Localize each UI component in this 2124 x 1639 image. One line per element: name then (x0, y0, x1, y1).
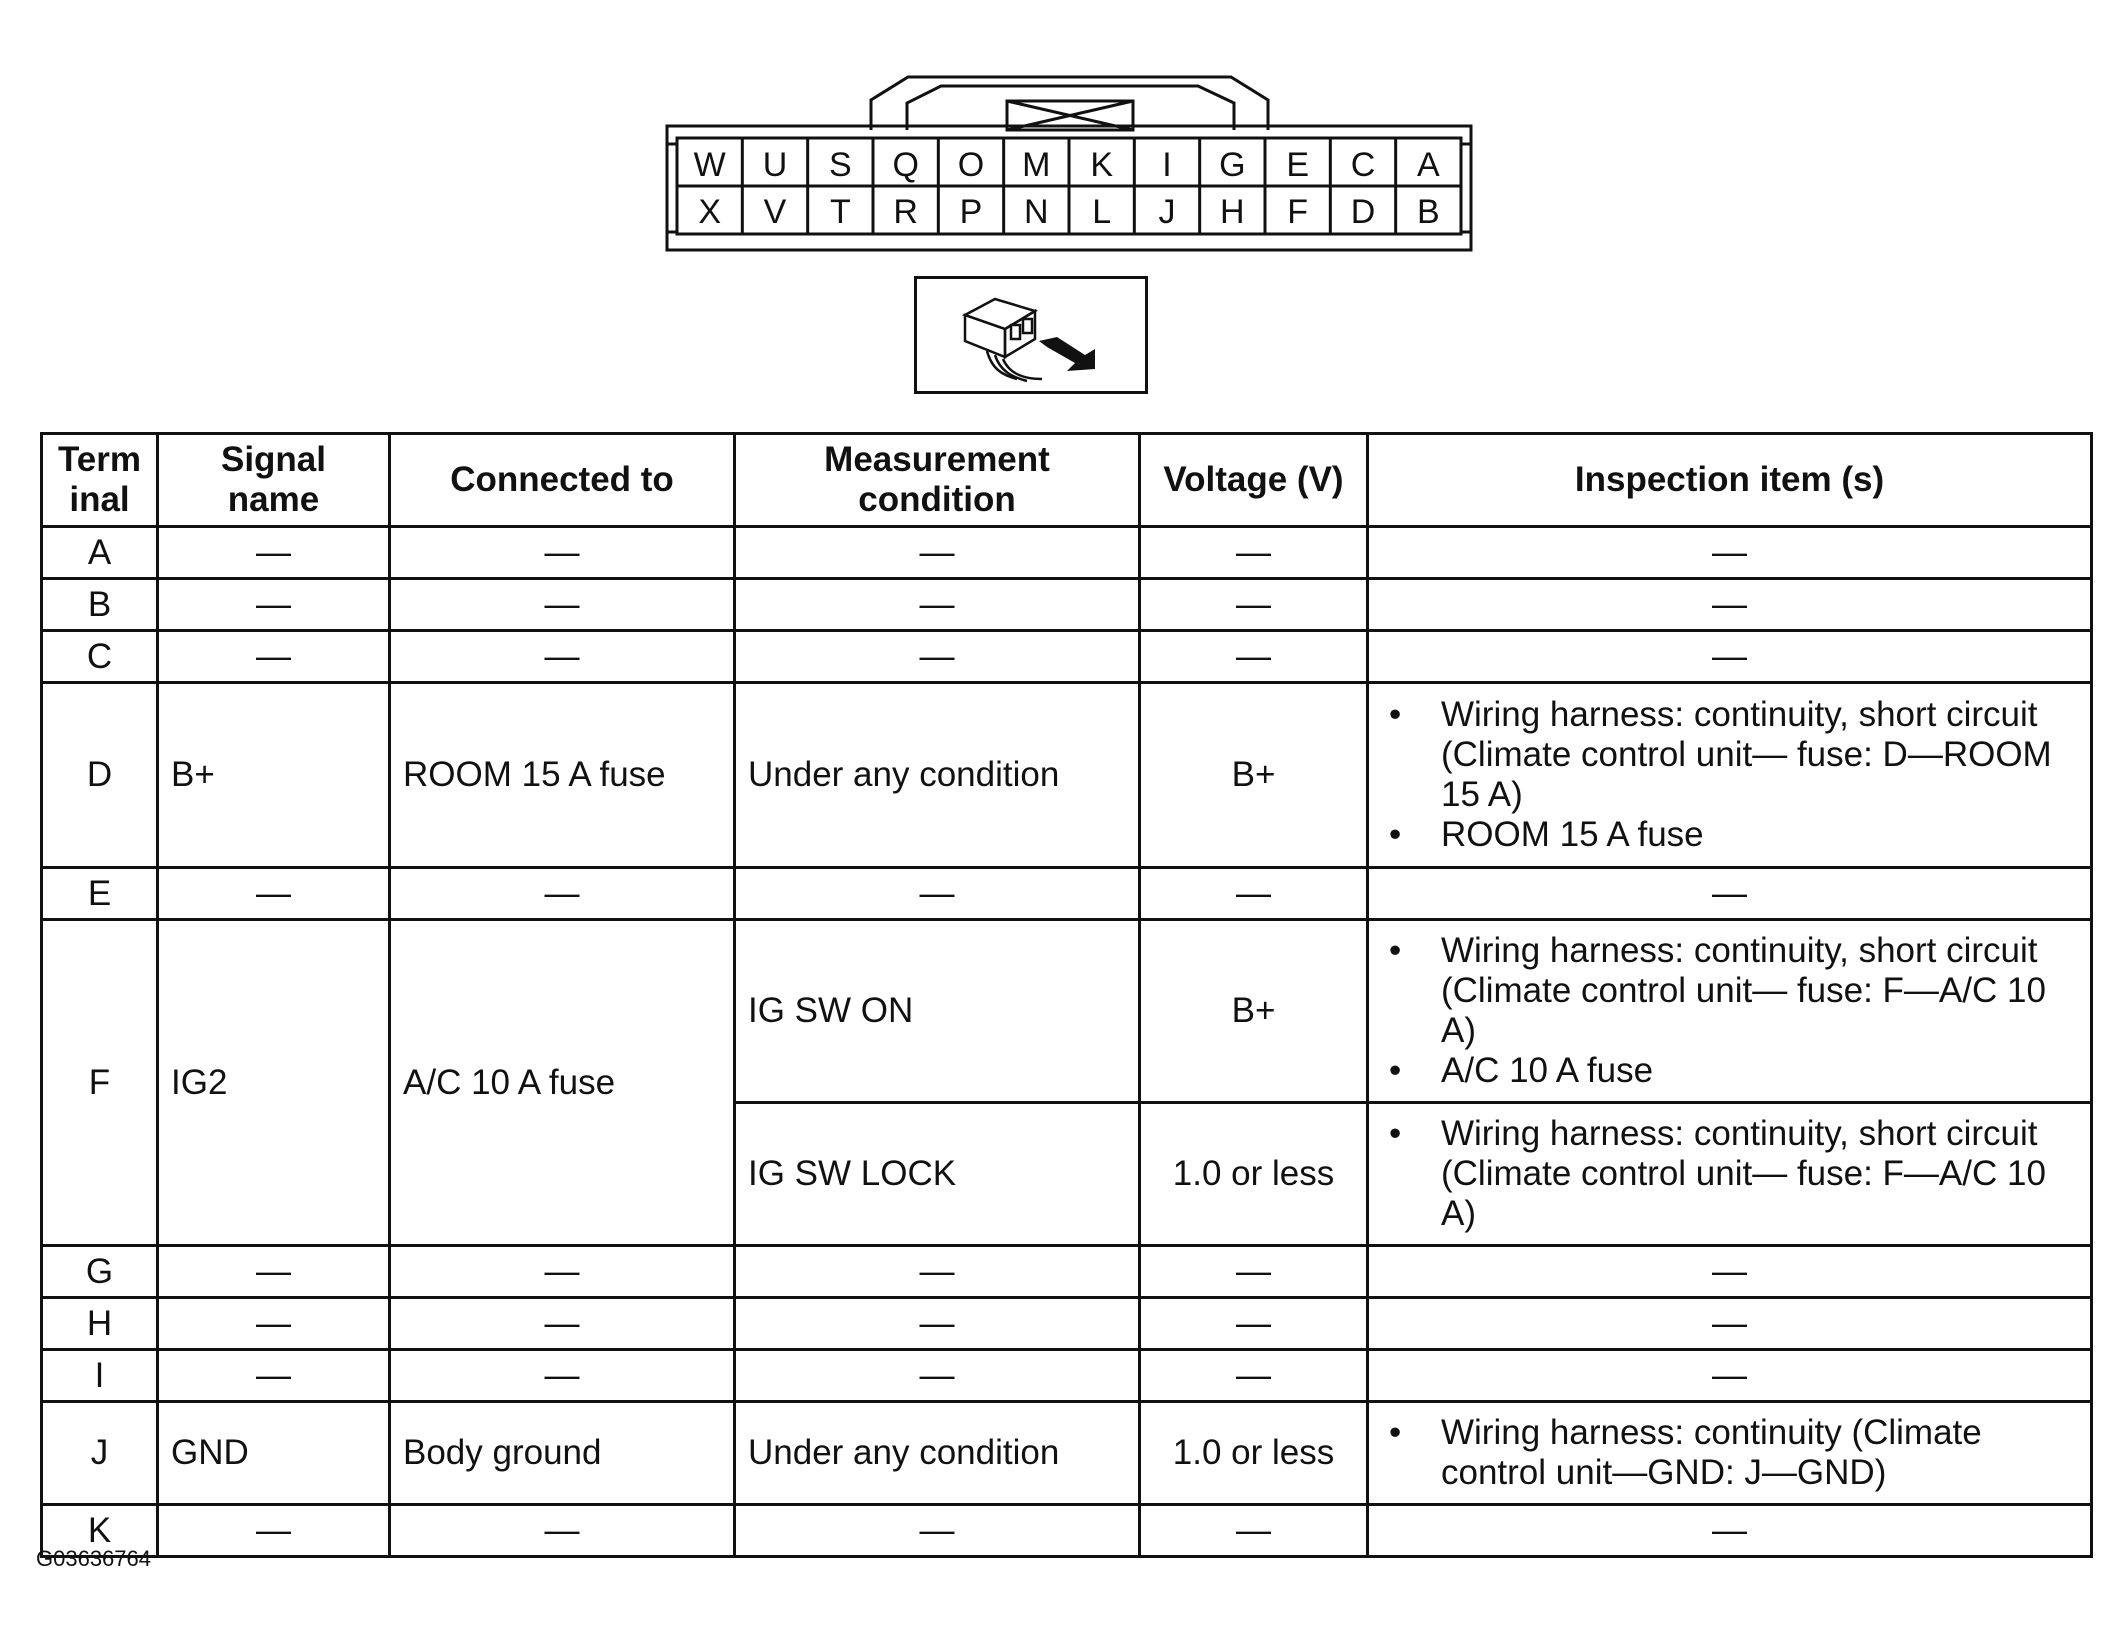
cavity-label-g: G (1219, 146, 1246, 184)
terminal-table (40, 432, 2093, 1558)
dash-cell: — (735, 1298, 1140, 1350)
cavity-label-s: S (828, 146, 852, 184)
dash-cell: — (1140, 631, 1368, 683)
inspection-cell (1368, 1103, 2092, 1246)
voltage-cell: 1.0 or less (1140, 1103, 1368, 1246)
connected-cell: A/C 10 A fuse (390, 920, 735, 1246)
cavity-label-b: B (1416, 193, 1440, 231)
terminal-cell: F (42, 920, 158, 1246)
header-connected-to: Connected to (390, 434, 735, 527)
dash-cell: — (735, 631, 1140, 683)
dash-cell: — (1368, 1246, 2092, 1298)
dash-cell: — (390, 1350, 735, 1402)
dash-cell: — (390, 1246, 735, 1298)
list-item: • ROOM 15 A fuse (1389, 815, 2080, 855)
cavity-label-w: W (693, 146, 726, 184)
cavity-label-u: U (762, 146, 788, 184)
header-inspection-items: Inspection item (s) (1368, 434, 2092, 527)
cavity-label-v: V (763, 193, 787, 231)
header-signal-name: Signal name (158, 434, 390, 527)
list-item: • Wiring harness: continuity (Climate control unit—GND: J—GND) (1389, 1413, 2080, 1493)
dash-cell: — (1140, 1246, 1368, 1298)
table-row-g (42, 1246, 2092, 1298)
dash-cell: — (390, 579, 735, 631)
dash-cell: — (158, 1246, 390, 1298)
dash-cell: — (735, 868, 1140, 920)
cavity-label-n: N (1024, 193, 1049, 231)
voltage-cell: B+ (1140, 920, 1368, 1103)
cavity-label-i: I (1162, 146, 1172, 184)
cavity-label-e: E (1286, 146, 1310, 184)
dash-cell: — (1140, 1350, 1368, 1402)
table-header-row (42, 434, 2092, 527)
table-row-f-ig-on (42, 920, 2092, 1103)
harness-side-view-box (914, 276, 1148, 394)
inspection-cell (1368, 920, 2092, 1103)
dash-cell: — (390, 631, 735, 683)
measurement-cell: Under any condition (735, 1402, 1140, 1505)
dash-cell: — (158, 868, 390, 920)
measurement-cell: IG SW ON (735, 920, 1140, 1103)
cavity-label-x: X (698, 193, 722, 231)
dash-cell: — (158, 579, 390, 631)
table-row-d (42, 683, 2092, 868)
list-item: • Wiring harness: continuity, short circuit (Climate control unit— fuse: D—ROOM 15 A) (1389, 695, 2080, 815)
cavity-label-q: Q (892, 146, 919, 184)
voltage-cell: B+ (1140, 683, 1368, 868)
table-row-j (42, 1402, 2092, 1505)
voltage-cell: 1.0 or less (1140, 1402, 1368, 1505)
measurement-cell: Under any condition (735, 683, 1140, 868)
dash-cell: — (1368, 579, 2092, 631)
connected-cell: Body ground (390, 1402, 735, 1505)
dash-cell: — (1368, 631, 2092, 683)
header-terminal: Term inal (42, 434, 158, 527)
list-item: • Wiring harness: continuity, short circuit (Climate control unit— fuse: F—A/C 10 A) (1389, 1114, 2080, 1234)
terminal-cell: G (42, 1246, 158, 1298)
dash-cell: — (390, 868, 735, 920)
table-row-c (42, 631, 2092, 683)
dash-cell: — (1368, 527, 2092, 579)
terminal-cell: H (42, 1298, 158, 1350)
terminal-cell: D (42, 683, 158, 868)
terminal-cell: B (42, 579, 158, 631)
dash-cell: — (1140, 1505, 1368, 1557)
list-item: • Wiring harness: continuity, short circuit (Climate control unit— fuse: F—A/C 10 A) (1389, 931, 2080, 1051)
inspection-cell (1368, 1402, 2092, 1505)
terminal-cell: I (42, 1350, 158, 1402)
cavity-label-k: K (1090, 146, 1114, 184)
cavity-label-c: C (1350, 146, 1376, 184)
header-voltage: Voltage (V) (1140, 434, 1368, 527)
signal-cell: GND (158, 1402, 390, 1505)
dash-cell: — (1140, 868, 1368, 920)
dash-cell: — (390, 1298, 735, 1350)
table-row-k (42, 1505, 2092, 1557)
table-row-e (42, 868, 2092, 920)
table-row-h (42, 1298, 2092, 1350)
figure-id: G03636764 (36, 1546, 151, 1571)
dash-cell: — (1140, 527, 1368, 579)
dash-cell: — (735, 527, 1140, 579)
cavity-label-h: H (1220, 193, 1245, 231)
dash-cell: — (1368, 1505, 2092, 1557)
measurement-cell: IG SW LOCK (735, 1103, 1140, 1246)
cavity-label-f: F (1287, 193, 1309, 231)
dash-cell: — (158, 631, 390, 683)
cavity-label-p: P (959, 193, 983, 231)
dash-cell: — (735, 1350, 1140, 1402)
dash-cell: — (158, 1505, 390, 1557)
terminal-cell: A (42, 527, 158, 579)
dash-cell: — (1368, 1298, 2092, 1350)
cavity-label-r: R (893, 193, 918, 231)
terminal-cell: K (42, 1505, 158, 1557)
dash-cell: — (390, 1505, 735, 1557)
dash-cell: — (158, 1298, 390, 1350)
cavity-label-a: A (1416, 146, 1440, 184)
dash-cell: — (1140, 1298, 1368, 1350)
list-item: • A/C 10 A fuse (1389, 1051, 2080, 1091)
terminal-cell: C (42, 631, 158, 683)
connector-lock-inner (907, 86, 1234, 130)
cavity-label-d: D (1350, 193, 1376, 231)
cavity-label-o: O (957, 146, 985, 184)
connector-face-diagram (0, 0, 2124, 260)
cavity-label-j: J (1158, 193, 1176, 231)
dash-cell: — (735, 579, 1140, 631)
dash-cell: — (158, 527, 390, 579)
cavity-label-m: M (1022, 146, 1051, 184)
table-row-a (42, 527, 2092, 579)
connected-cell: ROOM 15 A fuse (390, 683, 735, 868)
dash-cell: — (158, 1350, 390, 1402)
terminal-cell: E (42, 868, 158, 920)
signal-cell: IG2 (158, 920, 390, 1246)
cavity-label-t: T (829, 193, 851, 231)
table-row-b (42, 579, 2092, 631)
header-measurement-condition: Measurement condition (735, 434, 1140, 527)
dash-cell: — (735, 1246, 1140, 1298)
dash-cell: — (390, 527, 735, 579)
dash-cell: — (735, 1505, 1140, 1557)
inspection-cell (1368, 683, 2092, 868)
dash-cell: — (1368, 868, 2092, 920)
connector-harness-side-view-icon (917, 279, 1145, 391)
table-row-i (42, 1350, 2092, 1402)
dash-cell: — (1368, 1350, 2092, 1402)
terminal-cell: J (42, 1402, 158, 1505)
dash-cell: — (1140, 579, 1368, 631)
signal-cell: B+ (158, 683, 390, 868)
cavity-label-l: L (1092, 193, 1112, 231)
